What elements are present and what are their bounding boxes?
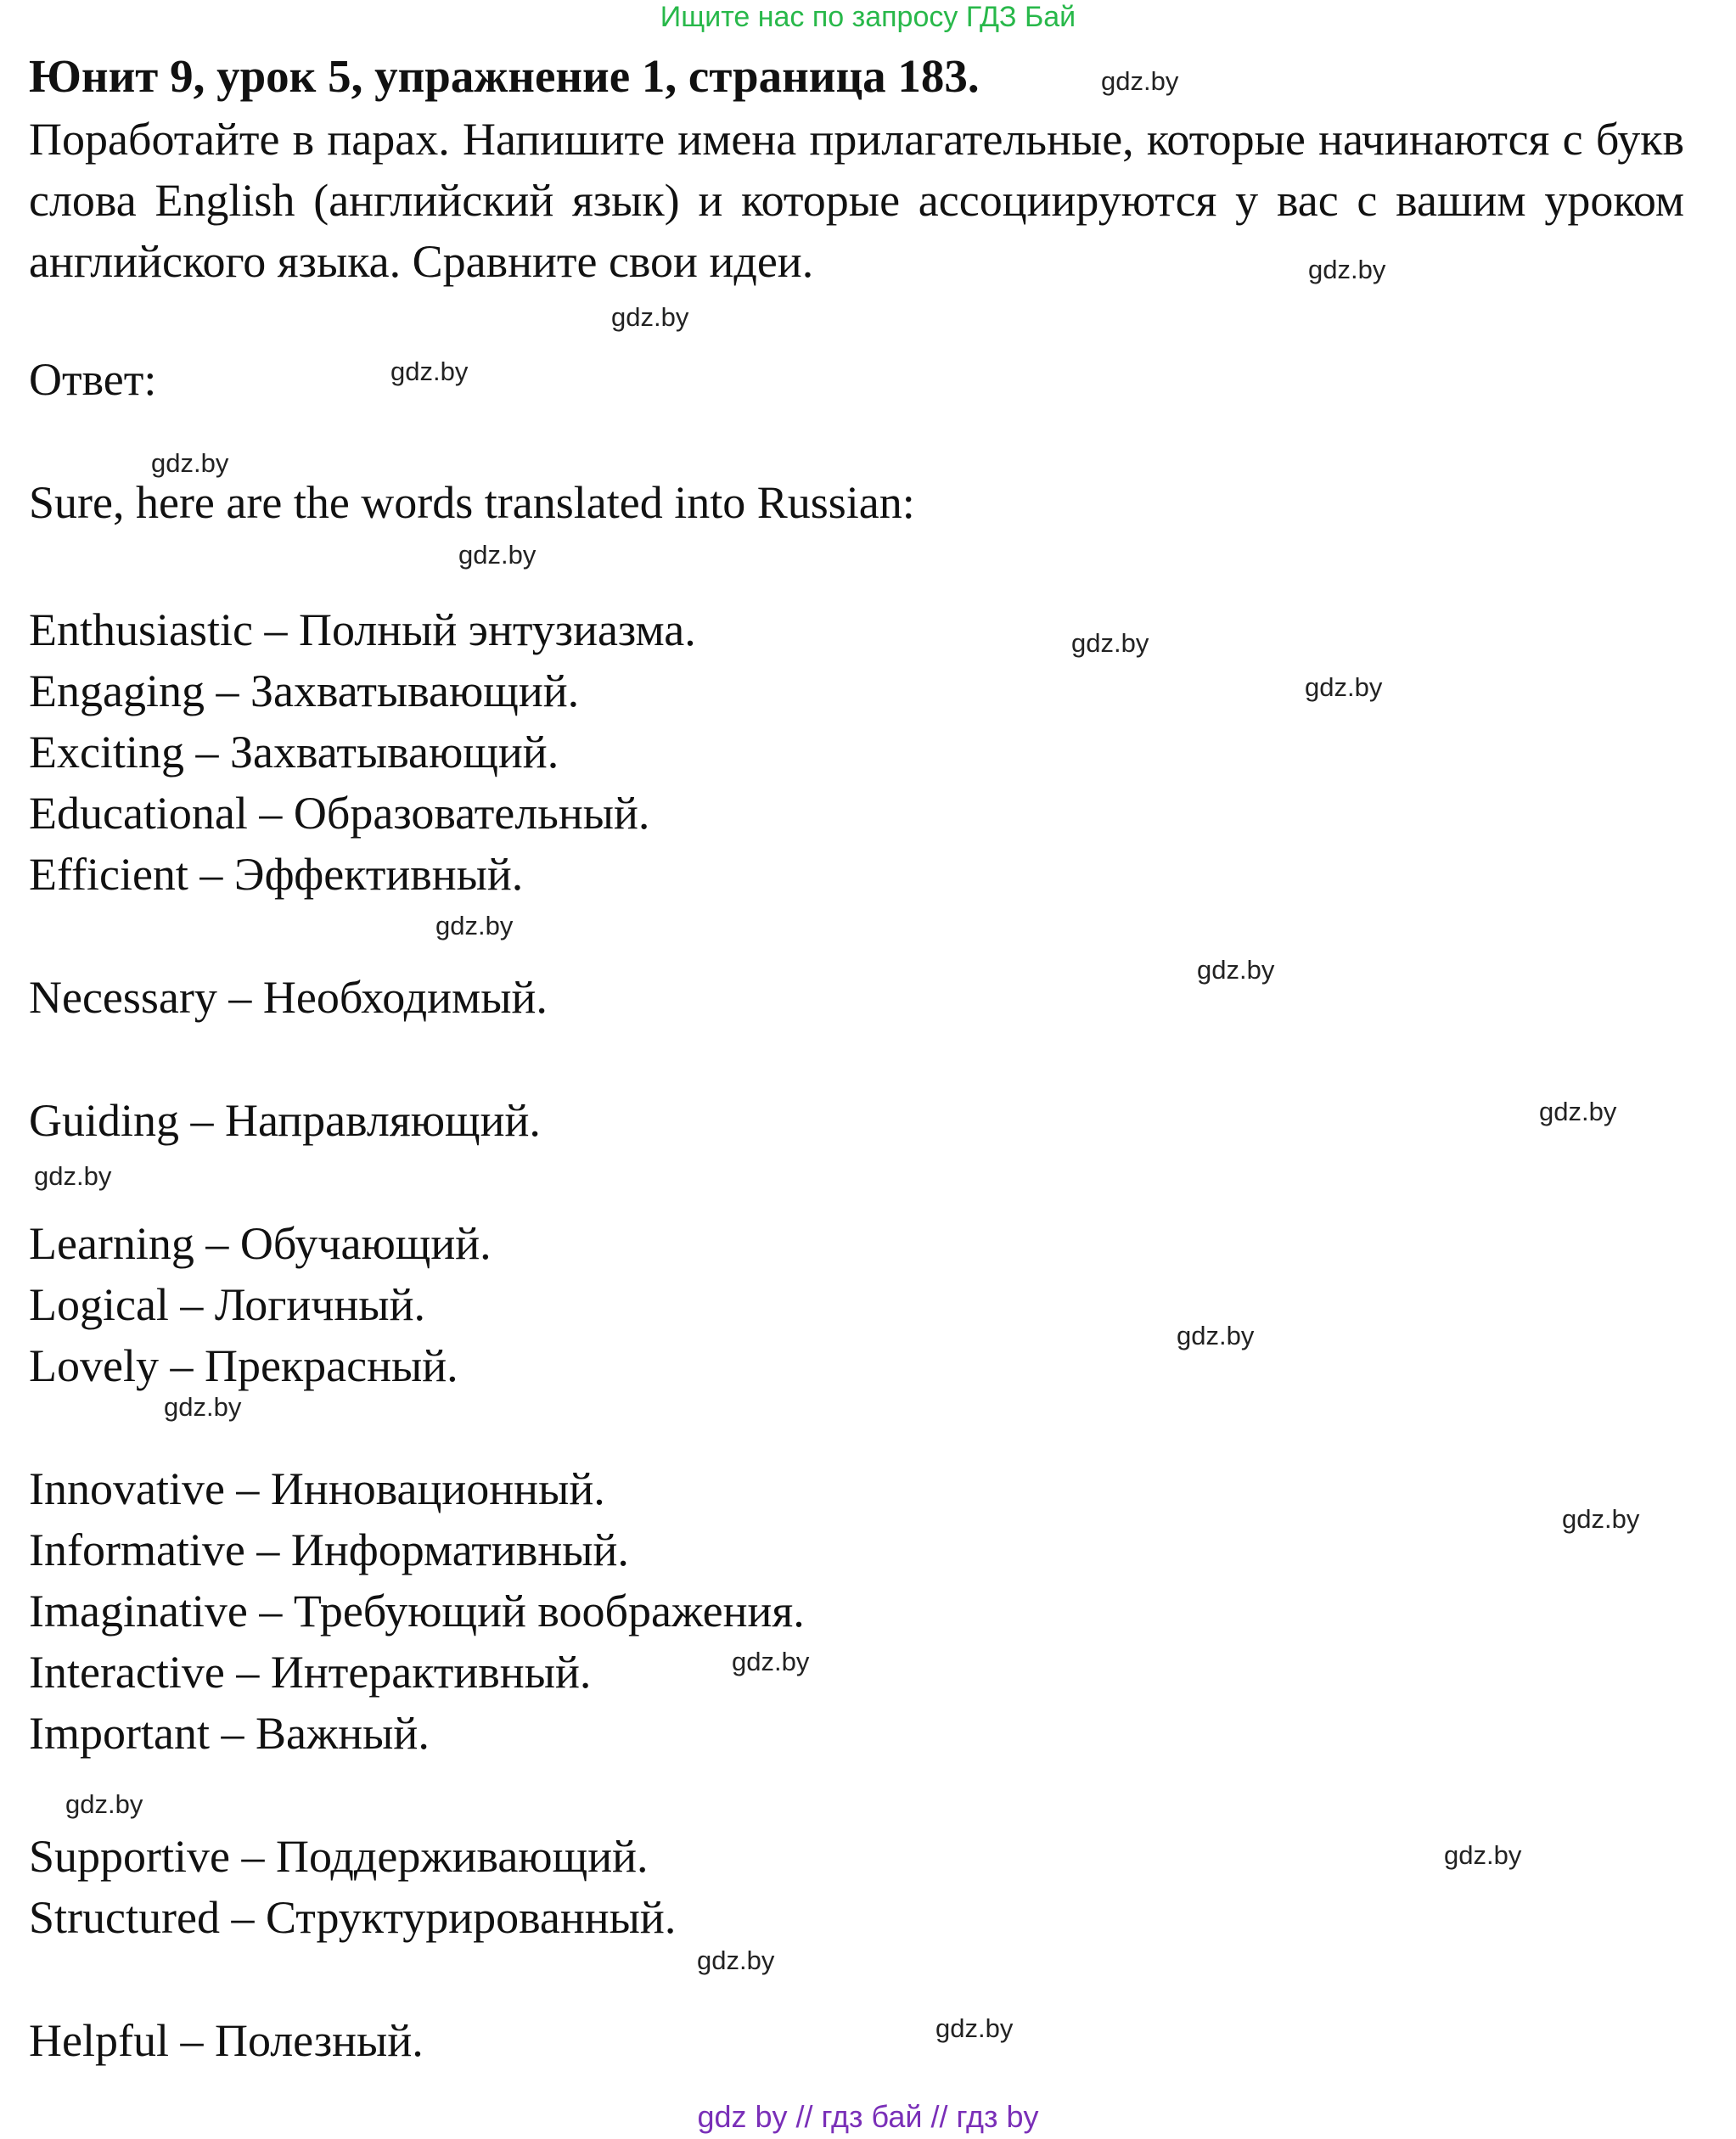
word-line: Innovative – Инновационный. (29, 1463, 605, 1514)
watermark: gdz.by (164, 1392, 242, 1422)
watermark: gdz.by (1071, 628, 1149, 658)
word-line: Supportive – Поддерживающий. (29, 1831, 649, 1882)
word-line: Learning – Обучающий. (29, 1218, 492, 1269)
watermark: gdz.by (435, 911, 514, 940)
watermark: gdz.by (34, 1161, 112, 1191)
watermark: gdz.by (390, 356, 469, 386)
watermark: gdz.by (1197, 955, 1275, 985)
word-line: Engaging – Захватывающий. (29, 665, 580, 716)
watermark: gdz.by (65, 1789, 143, 1819)
word-line: Imaginative – Требующий воображения. (29, 1586, 805, 1637)
watermark: gdz.by (1308, 255, 1386, 284)
answer-intro: Sure, here are the words translated into Russian: (29, 477, 915, 528)
word-line: Necessary – Необходимый. (29, 972, 548, 1023)
exercise-title: Юнит 9, урок 5, упражнение 1, страница 183. (29, 50, 980, 102)
watermark: gdz.by (458, 540, 537, 570)
word-line: Enthusiastic – Полный энтузиазма. (29, 604, 696, 655)
watermark: gdz.by (1177, 1321, 1255, 1350)
watermark: gdz.by (1444, 1840, 1522, 1870)
search-banner: Ищите нас по запросу ГДЗ Бай (660, 1, 1076, 33)
watermark: gdz.by (1101, 66, 1179, 96)
word-line: Exciting – Захватывающий. (29, 727, 559, 778)
watermark: gdz.by (697, 1945, 775, 1975)
word-line: Logical – Логичный. (29, 1279, 425, 1330)
word-line: Helpful – Полезный. (29, 2015, 424, 2066)
watermark: gdz.by (151, 448, 229, 478)
word-line: Informative – Информативный. (29, 1524, 629, 1575)
watermark: gdz.by (1539, 1097, 1617, 1126)
word-line: Guiding – Направляющий. (29, 1095, 541, 1146)
footer-links: gdz by // гдз бай // гдз by (697, 2099, 1039, 2134)
word-line: Structured – Структурированный. (29, 1892, 677, 1943)
word-line: Educational – Образовательный. (29, 788, 650, 839)
task-text: Поработайте в парах. Напишите имена прилагательные, которые начинаются с букв слова English (английский язык) и которые ассоциируются у вас с вашим уроком английского языка. Сравните свои идеи. (29, 114, 1684, 287)
word-line: Important – Важный. (29, 1708, 430, 1759)
answer-label: Ответ: (29, 354, 157, 405)
watermark: gdz.by (732, 1647, 810, 1676)
watermark: gdz.by (935, 2013, 1014, 2043)
watermark: gdz.by (1305, 672, 1383, 702)
word-line: Interactive – Интерактивный. (29, 1647, 592, 1698)
watermark: gdz.by (611, 302, 689, 332)
watermark: gdz.by (1562, 1504, 1640, 1534)
word-line: Efficient – Эффективный. (29, 849, 524, 900)
word-line: Lovely – Прекрасный. (29, 1340, 458, 1391)
